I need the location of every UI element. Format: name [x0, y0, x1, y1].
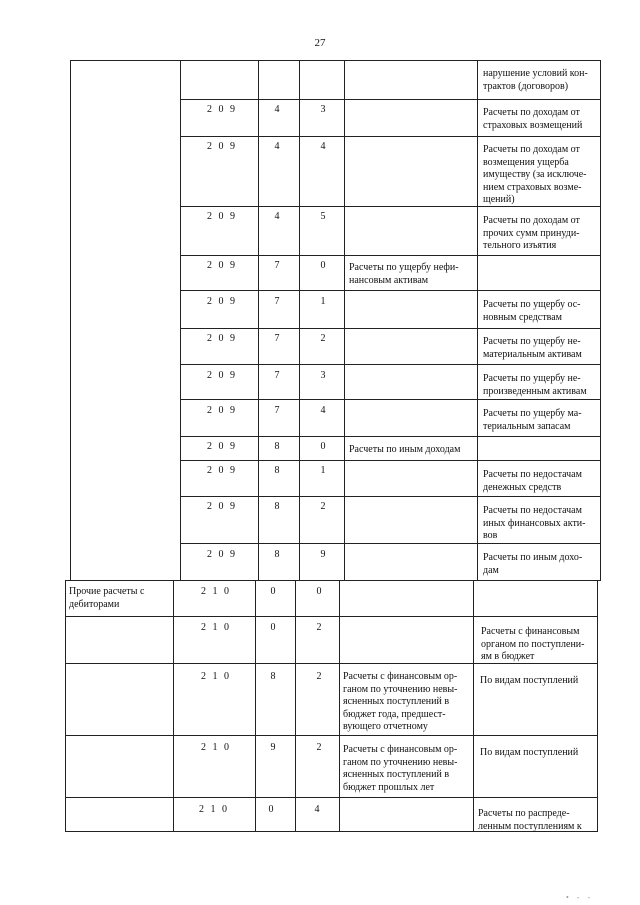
row-section-label: Прочие расчеты с дебиторами — [69, 586, 145, 610]
row-name: Расчеты с финансовым ор- ганом по уточнению невы- ясненных поступлений в бюджет прошлых лет — [343, 744, 458, 793]
table-border-left — [65, 580, 66, 832]
row-digit-2: 1 — [320, 465, 326, 476]
row-code: 2 0 9 — [207, 501, 237, 512]
row-digit-1: 8 — [274, 549, 280, 560]
row-digit-2: 2 — [316, 671, 322, 682]
row-divider — [65, 797, 598, 798]
row-detail: Расчеты по ущербу не- произведенным активам — [483, 373, 587, 397]
row-digit-2: 2 — [316, 622, 322, 633]
row-detail: Расчеты по недостачам иных финансовых акти- вов — [483, 505, 586, 541]
row-detail: По видам поступлений — [480, 675, 579, 686]
row-divider — [180, 99, 601, 100]
row-digit-1: 0 — [268, 804, 274, 815]
row-digit-1: 8 — [270, 671, 276, 682]
col-separator — [180, 60, 181, 580]
row-digit-1: 0 — [270, 622, 276, 633]
row-digit-1: 4 — [274, 211, 280, 222]
row-detail: Расчеты по ущербу не- материальным активам — [483, 336, 582, 360]
page-number: 27 — [314, 37, 326, 49]
row-digit-2: 2 — [320, 333, 326, 344]
row-code: 2 1 0 — [199, 804, 229, 815]
table-border-right — [597, 580, 598, 832]
row-code: 2 0 9 — [207, 465, 237, 476]
row-digit-1: 8 — [274, 441, 280, 452]
row-code: 2 1 0 — [201, 622, 231, 633]
row-detail: Расчеты с финансовым органом по поступлени- ям в бюджет — [481, 626, 585, 662]
row-code: 2 1 0 — [201, 671, 231, 682]
col-separator — [344, 60, 345, 580]
row-digit-2: 4 — [320, 141, 326, 152]
col-separator — [477, 60, 478, 580]
row-divider — [70, 60, 601, 61]
row-code: 2 0 9 — [207, 405, 237, 416]
row-digit-1: 7 — [274, 333, 280, 344]
col-separator — [258, 60, 259, 580]
row-code: 2 0 9 — [207, 260, 237, 271]
col-separator — [295, 580, 296, 832]
row-code: 2 0 9 — [207, 141, 237, 152]
row-digit-2: 5 — [320, 211, 326, 222]
row-code: 2 0 9 — [207, 104, 237, 115]
col-separator — [255, 580, 256, 832]
row-digit-1: 9 — [270, 742, 276, 753]
col-separator — [473, 580, 474, 832]
row-divider — [180, 436, 601, 437]
row-digit-1: 7 — [274, 405, 280, 416]
row-digit-2: 3 — [320, 104, 326, 115]
row-divider — [180, 543, 601, 544]
row-detail: Расчеты по иным дохо- дам — [483, 552, 583, 576]
row-name: Расчеты по ущербу нефи- нансовым активам — [349, 262, 459, 286]
row-divider — [180, 255, 601, 256]
footer-mark: • ‐ ‐ — [566, 893, 594, 902]
row-detail: Расчеты по распреде- ленным поступлениям к — [478, 808, 582, 832]
table-border-left — [70, 60, 71, 580]
row-code: 2 1 0 — [201, 742, 231, 753]
row-digit-1: 7 — [274, 260, 280, 271]
row-detail: Расчеты по ущербу ос- новным средствам — [483, 299, 581, 323]
row-code: 2 0 9 — [207, 549, 237, 560]
col-separator — [299, 60, 300, 580]
row-digit-2: 0 — [320, 441, 326, 452]
row-code: 2 0 9 — [207, 211, 237, 222]
row-code: 2 1 0 — [201, 586, 231, 597]
col-separator — [339, 580, 340, 832]
row-code: 2 0 9 — [207, 296, 237, 307]
row-digit-2: 1 — [320, 296, 326, 307]
row-code: 2 0 9 — [207, 333, 237, 344]
row-divider — [65, 580, 601, 581]
row-detail: Расчеты по доходам от страховых возмещений — [483, 107, 583, 131]
row-digit-1: 4 — [274, 104, 280, 115]
row-digit-1: 0 — [270, 586, 276, 597]
row-name: Расчеты по иным доходам — [349, 444, 461, 455]
row-code: 2 0 9 — [207, 370, 237, 381]
row-divider — [180, 364, 601, 365]
col-separator — [173, 580, 174, 832]
row-digit-2: 0 — [320, 260, 326, 271]
row-detail: Расчеты по недостачам денежных средств — [483, 469, 582, 493]
row-digit-1: 7 — [274, 296, 280, 307]
row-code: 2 0 9 — [207, 441, 237, 452]
row-digit-1: 8 — [274, 465, 280, 476]
row-divider — [180, 136, 601, 137]
row-digit-2: 0 — [316, 586, 322, 597]
row-digit-2: 2 — [316, 742, 322, 753]
row-divider — [180, 399, 601, 400]
row-digit-2: 9 — [320, 549, 326, 560]
row-detail: Расчеты по доходам от прочих сумм принуди- тельного изъятия — [483, 215, 580, 251]
table-border-right — [600, 60, 601, 580]
row-digit-2: 2 — [320, 501, 326, 512]
row-divider — [180, 460, 601, 461]
row-name: Расчеты с финансовым ор- ганом по уточнению невы- ясненных поступлений в бюджет года, предшест- вующего отчетному — [343, 671, 458, 732]
row-digit-1: 8 — [274, 501, 280, 512]
row-divider — [180, 290, 601, 291]
row-detail: нарушение условий кон- трактов (договоров) — [483, 68, 588, 92]
row-divider — [180, 328, 601, 329]
row-detail: По видам поступлений — [480, 747, 579, 758]
row-digit-1: 4 — [274, 141, 280, 152]
row-divider — [180, 496, 601, 497]
row-detail: Расчеты по доходам от возмещения ущерба имуществу (за исключе- нием страховых возме- щений) — [483, 144, 587, 205]
row-digit-2: 4 — [320, 405, 326, 416]
row-divider — [65, 735, 598, 736]
row-digit-1: 7 — [274, 370, 280, 381]
row-digit-2: 4 — [314, 804, 320, 815]
row-divider — [65, 616, 598, 617]
row-detail: Расчеты по ущербу ма- териальным запасам — [483, 408, 582, 432]
row-digit-2: 3 — [320, 370, 326, 381]
